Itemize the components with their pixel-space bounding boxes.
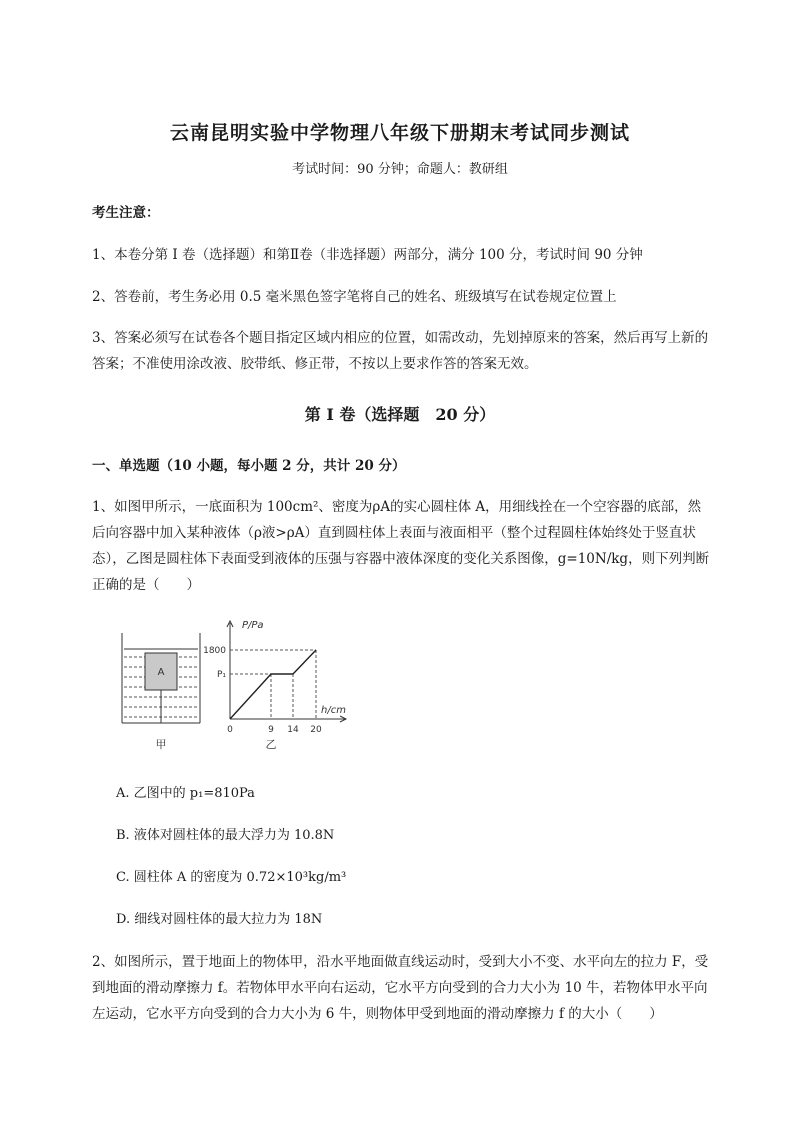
x-tick-14: 14	[287, 725, 299, 735]
option-c: C. 圆柱体 A 的密度为 0.72×10³kg/m³	[116, 870, 347, 885]
x-axis-label: h/cm	[321, 705, 346, 716]
section-title: 第 I 卷（选择题 20 分）	[304, 405, 496, 424]
question-1-stem: 1、如图甲所示，一底面积为 100cm²、密度为ρA的实心圆柱体 A，用细线拴在一个空容器的底部，然后向容器中加入某种液体（ρ液>ρA）直到圆柱体上表面与液面相平（整个过程圆柱体始终处于竖直状态），乙图是圆柱体下表面受到液体的压强与容器中液体深度的变化关系图像，g=10N/kg，则下列判断正确的是（ ）	[92, 499, 710, 593]
note-item-2: 2、答卷前，考生务必用 0.5 毫米黑色签字笔将自己的姓名、班级填写在试卷规定位置上	[92, 289, 617, 305]
x-tick-0: 0	[227, 725, 233, 735]
question-1-figure	[118, 615, 358, 755]
part-heading: 一、单选题（10 小题，每小题 2 分，共计 20 分）	[92, 458, 406, 474]
figure-svg	[118, 615, 358, 755]
pressure-curve	[230, 650, 316, 719]
caption-right: 乙	[265, 738, 277, 751]
note-item-3: 3、答案必须写在试卷各个题目指定区域内相应的位置，如需改动，先划掉原来的答案，然后再写上新的答案；不准使用涂改液、胶带纸、修正带，不按以上要求作答的答案无效。	[92, 330, 709, 372]
cylinder-label: A	[157, 667, 165, 678]
option-d: D. 细线对圆柱体的最大拉力为 18N	[116, 912, 323, 927]
option-a: A. 乙图中的 p₁=810Pa	[116, 786, 255, 801]
x-tick-20: 20	[310, 725, 322, 735]
y-tick-1800: 1800	[203, 646, 226, 656]
exam-title: 云南昆明实验中学物理八年级下册期末考试同步测试	[169, 122, 630, 144]
exam-subtitle: 考试时间：90 分钟；命题人：教研组	[292, 162, 508, 177]
graph-guides	[230, 650, 316, 719]
option-b: B. 液体对圆柱体的最大浮力为 10.8N	[116, 828, 335, 843]
notes-heading: 考生注意：	[92, 205, 160, 221]
question-2-stem: 2、如图所示，置于地面上的物体甲，沿水平地面做直线运动时，受到大小不变、水平向左的拉力 F，受到地面的滑动摩擦力 f。若物体甲水平向右运动，它水平方向受到的合力大小为 10 牛，若物体甲水平向左运动，它水平方向受到的合力大小为 6 牛，则物体甲受到地面的滑动摩擦力 f 的大小（ ）	[92, 954, 709, 1022]
note-item-1: 1、本卷分第 I 卷（选择题）和第Ⅱ卷（非选择题）两部分，满分 100 分，考试时间 90 分钟	[92, 247, 643, 263]
y-tick-p1: P₁	[216, 670, 226, 680]
x-tick-9: 9	[268, 725, 274, 735]
y-axis-label: P/Pa	[242, 620, 264, 631]
caption-left: 甲	[155, 738, 167, 751]
